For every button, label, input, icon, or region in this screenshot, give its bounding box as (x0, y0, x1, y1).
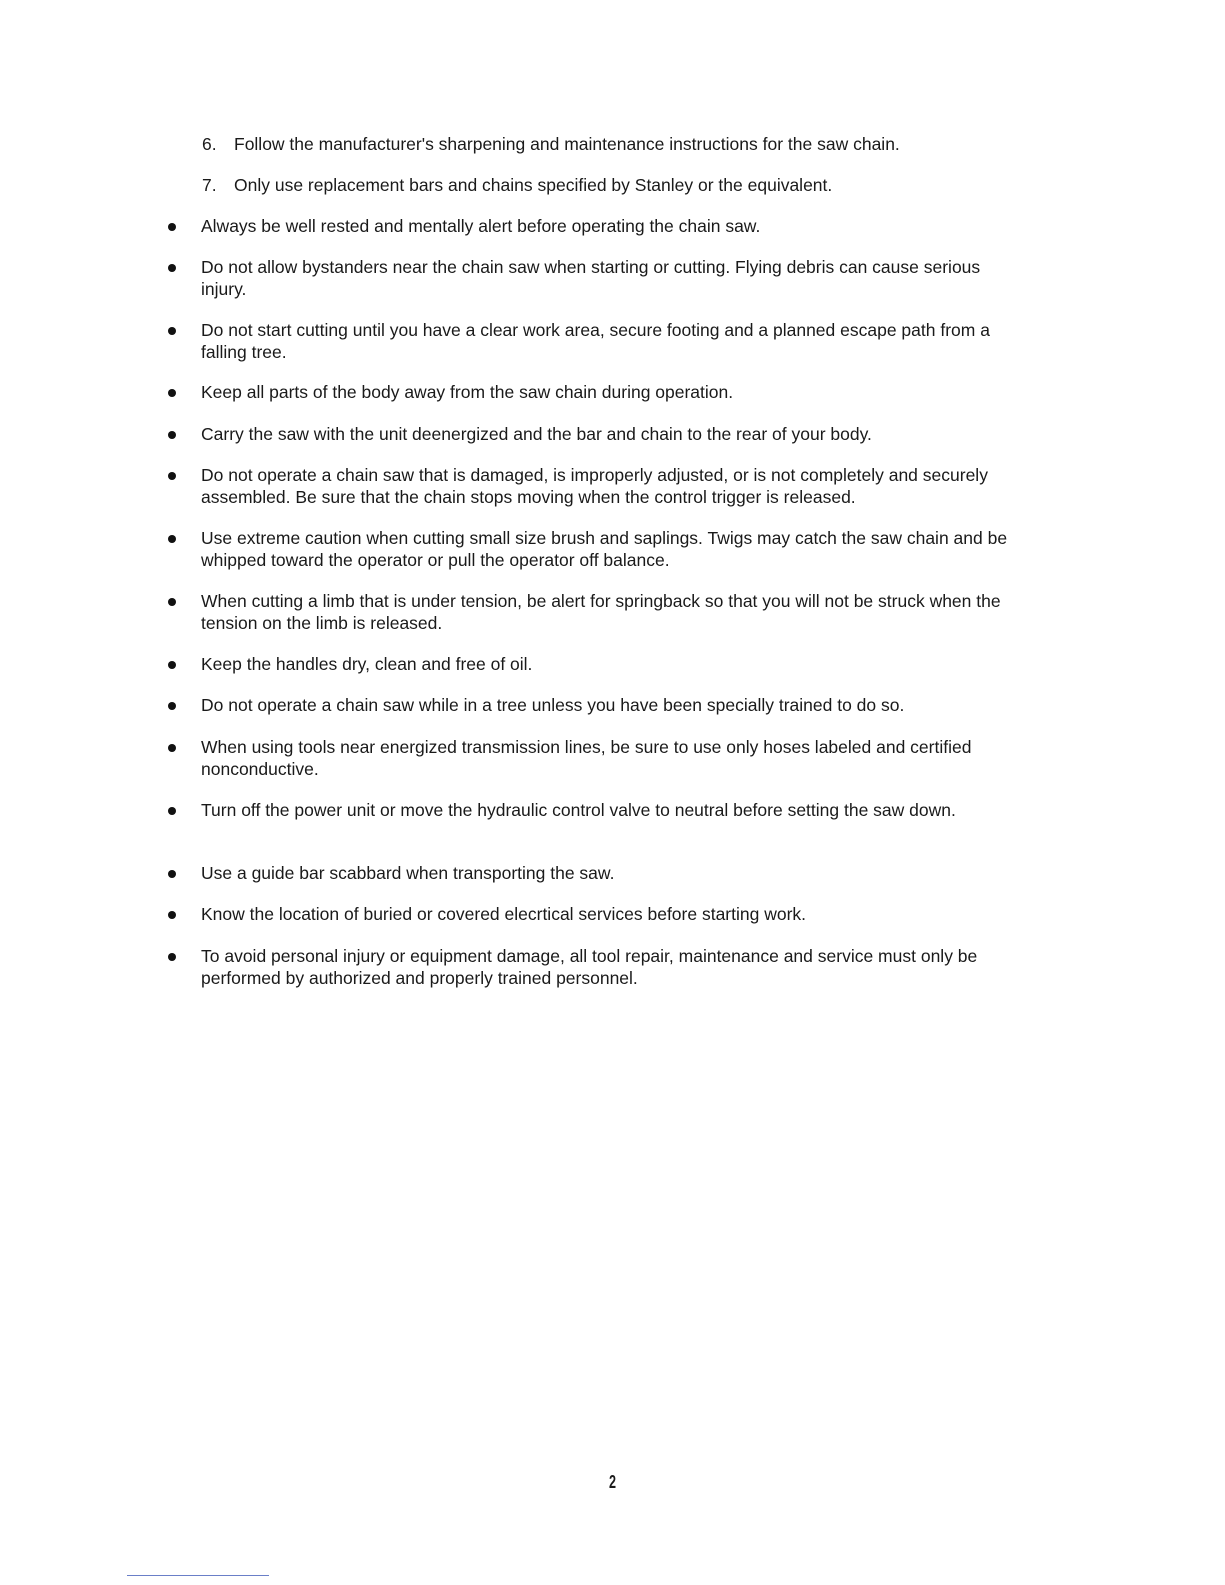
item-number: 6. (202, 134, 217, 154)
bullet-icon (168, 472, 176, 480)
numbered-item-7 (202, 174, 1022, 196)
bullet-text: When using tools near energized transmission lines, be sure to use only hoses labeled and certified nonconductive. (201, 737, 972, 779)
bullet-text: Keep the handles dry, clean and free of oil. (201, 654, 533, 674)
bullet-text: Do not operate a chain saw while in a tree unless you have been specially trained to do so. (201, 695, 905, 715)
bullet-icon (168, 744, 176, 752)
item-text: Follow the manufacturer's sharpening and maintenance instructions for the saw chain. (234, 134, 900, 154)
item-text: Only use replacement bars and chains specified by Stanley or the equivalent. (234, 175, 833, 195)
bullet-icon (168, 870, 176, 878)
bullet-icon (168, 953, 176, 961)
bullet-icon (168, 807, 176, 815)
bullet-icon (168, 327, 176, 335)
bullet-text: To avoid personal injury or equipment damage, all tool repair, maintenance and service must only be performed by authorized and properly trained personnel. (201, 946, 978, 988)
bullet-icon (168, 598, 176, 606)
footer-rule (127, 1575, 269, 1576)
bullet-icon (168, 911, 176, 919)
bullet-text: Use a guide bar scabbard when transporting the saw. (201, 863, 615, 883)
bullet-text: Know the location of buried or covered elecrtical services before starting work. (201, 904, 807, 924)
bullet-text: Do not allow bystanders near the chain saw when starting or cutting. Flying debris can cause serious injury. (201, 257, 981, 299)
bullet-icon (168, 264, 176, 272)
numbered-item-6 (202, 133, 1022, 155)
bullet-icon (168, 535, 176, 543)
bullet-text: Carry the saw with the unit deenergized and the bar and chain to the rear of your body. (201, 424, 872, 444)
bullet-icon (168, 702, 176, 710)
bullet-text: Use extreme caution when cutting small size brush and saplings. Twigs may catch the saw chain and be whipped toward the operator or pull the operator off balance. (201, 528, 1008, 570)
bullet-icon (168, 389, 176, 397)
bullet-text: Do not operate a chain saw that is damaged, is improperly adjusted, or is not completely and securely assembled. Be sure that the chain stops moving when the control trigger is released. (201, 465, 988, 507)
bullet-icon (168, 661, 176, 669)
page-number: 2 (608, 1472, 616, 1492)
bullet-text: Turn off the power unit or move the hydraulic control valve to neutral before setting the saw down. (201, 800, 956, 820)
item-number: 7. (202, 175, 217, 195)
bullet-icon (168, 223, 176, 231)
bullet-text: Keep all parts of the body away from the saw chain during operation. (201, 382, 734, 402)
bullet-icon (168, 431, 176, 439)
bullet-text: Always be well rested and mentally alert before operating the chain saw. (201, 216, 761, 236)
bullet-text: When cutting a limb that is under tension, be alert for springback so that you will not be struck when the tension on the limb is released. (201, 591, 1001, 633)
bullet-text: Do not start cutting until you have a clear work area, secure footing and a planned escape path from a falling tree. (201, 320, 990, 362)
